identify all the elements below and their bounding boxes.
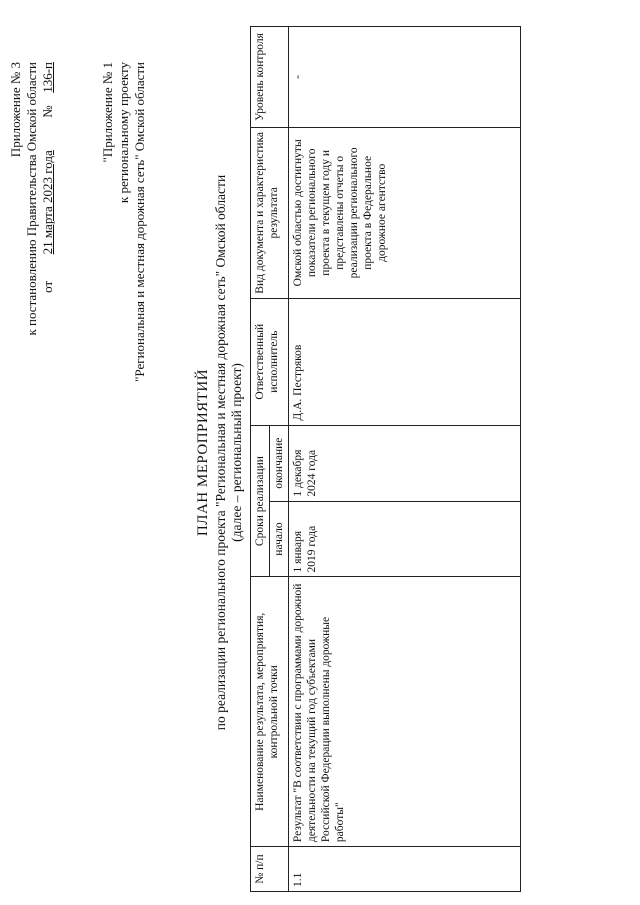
decree-number: 136-п <box>40 62 55 93</box>
project-name: "Региональная и местная дорожная сеть" Омской области <box>132 62 147 382</box>
approval-header <box>8 62 56 336</box>
row-name: Результат "В соответствии с программами дорожной деятельности на текущий год субъектами Российской Федерации выполнены дорожные работы" <box>289 577 521 847</box>
header-doc: Вид документа и характеристика результата <box>251 127 289 298</box>
project-appendix-header <box>100 62 148 382</box>
project-appendix-number: "Приложение № 1 <box>100 62 115 163</box>
header-level: Уровень контроля <box>251 27 289 128</box>
row-start: 1 января 2019 года <box>289 501 521 577</box>
row-num: 1.1 <box>289 847 521 892</box>
project-reference: к региональному проекту <box>116 62 131 204</box>
appendix-number: Приложение № 3 <box>8 62 23 158</box>
page-subtitle-note: (далее – региональный проект) <box>229 363 244 542</box>
row-executor: Д.А. Пестряков <box>289 298 521 425</box>
header-name: Наименование результата, мероприятия, контрольной точки <box>251 577 289 847</box>
table-row <box>289 27 521 892</box>
header-start: начало <box>270 501 289 577</box>
decree-date: 21 марта 2023 года <box>40 150 55 255</box>
header-num: № п/п <box>251 847 289 892</box>
page-subtitle: по реализации регионального проекта "Региональная и местная дорожная сеть" Омской области <box>213 174 228 731</box>
header-end: окончание <box>270 425 289 501</box>
header-executor: Ответственный исполнитель <box>251 298 289 425</box>
decree-reference: к постановлению Правительства Омской области <box>24 62 39 336</box>
row-end: 1 декабря 2024 года <box>289 425 521 501</box>
activities-table <box>250 26 521 892</box>
page-title: ПЛАН МЕРОПРИЯТИЙ <box>195 368 211 537</box>
header-terms: Сроки реализации <box>251 425 270 577</box>
row-doc: Омской областью достигнуты показатели регионального проекта в текущем году и представлены отчеты о реализации регионального проекта в Федеральное дорожное агентство <box>289 127 521 298</box>
table-header-row <box>251 27 270 892</box>
decree-date-line <box>40 62 56 336</box>
from-label: от <box>40 280 55 293</box>
row-level: - <box>289 27 521 128</box>
number-label: № <box>40 105 55 118</box>
